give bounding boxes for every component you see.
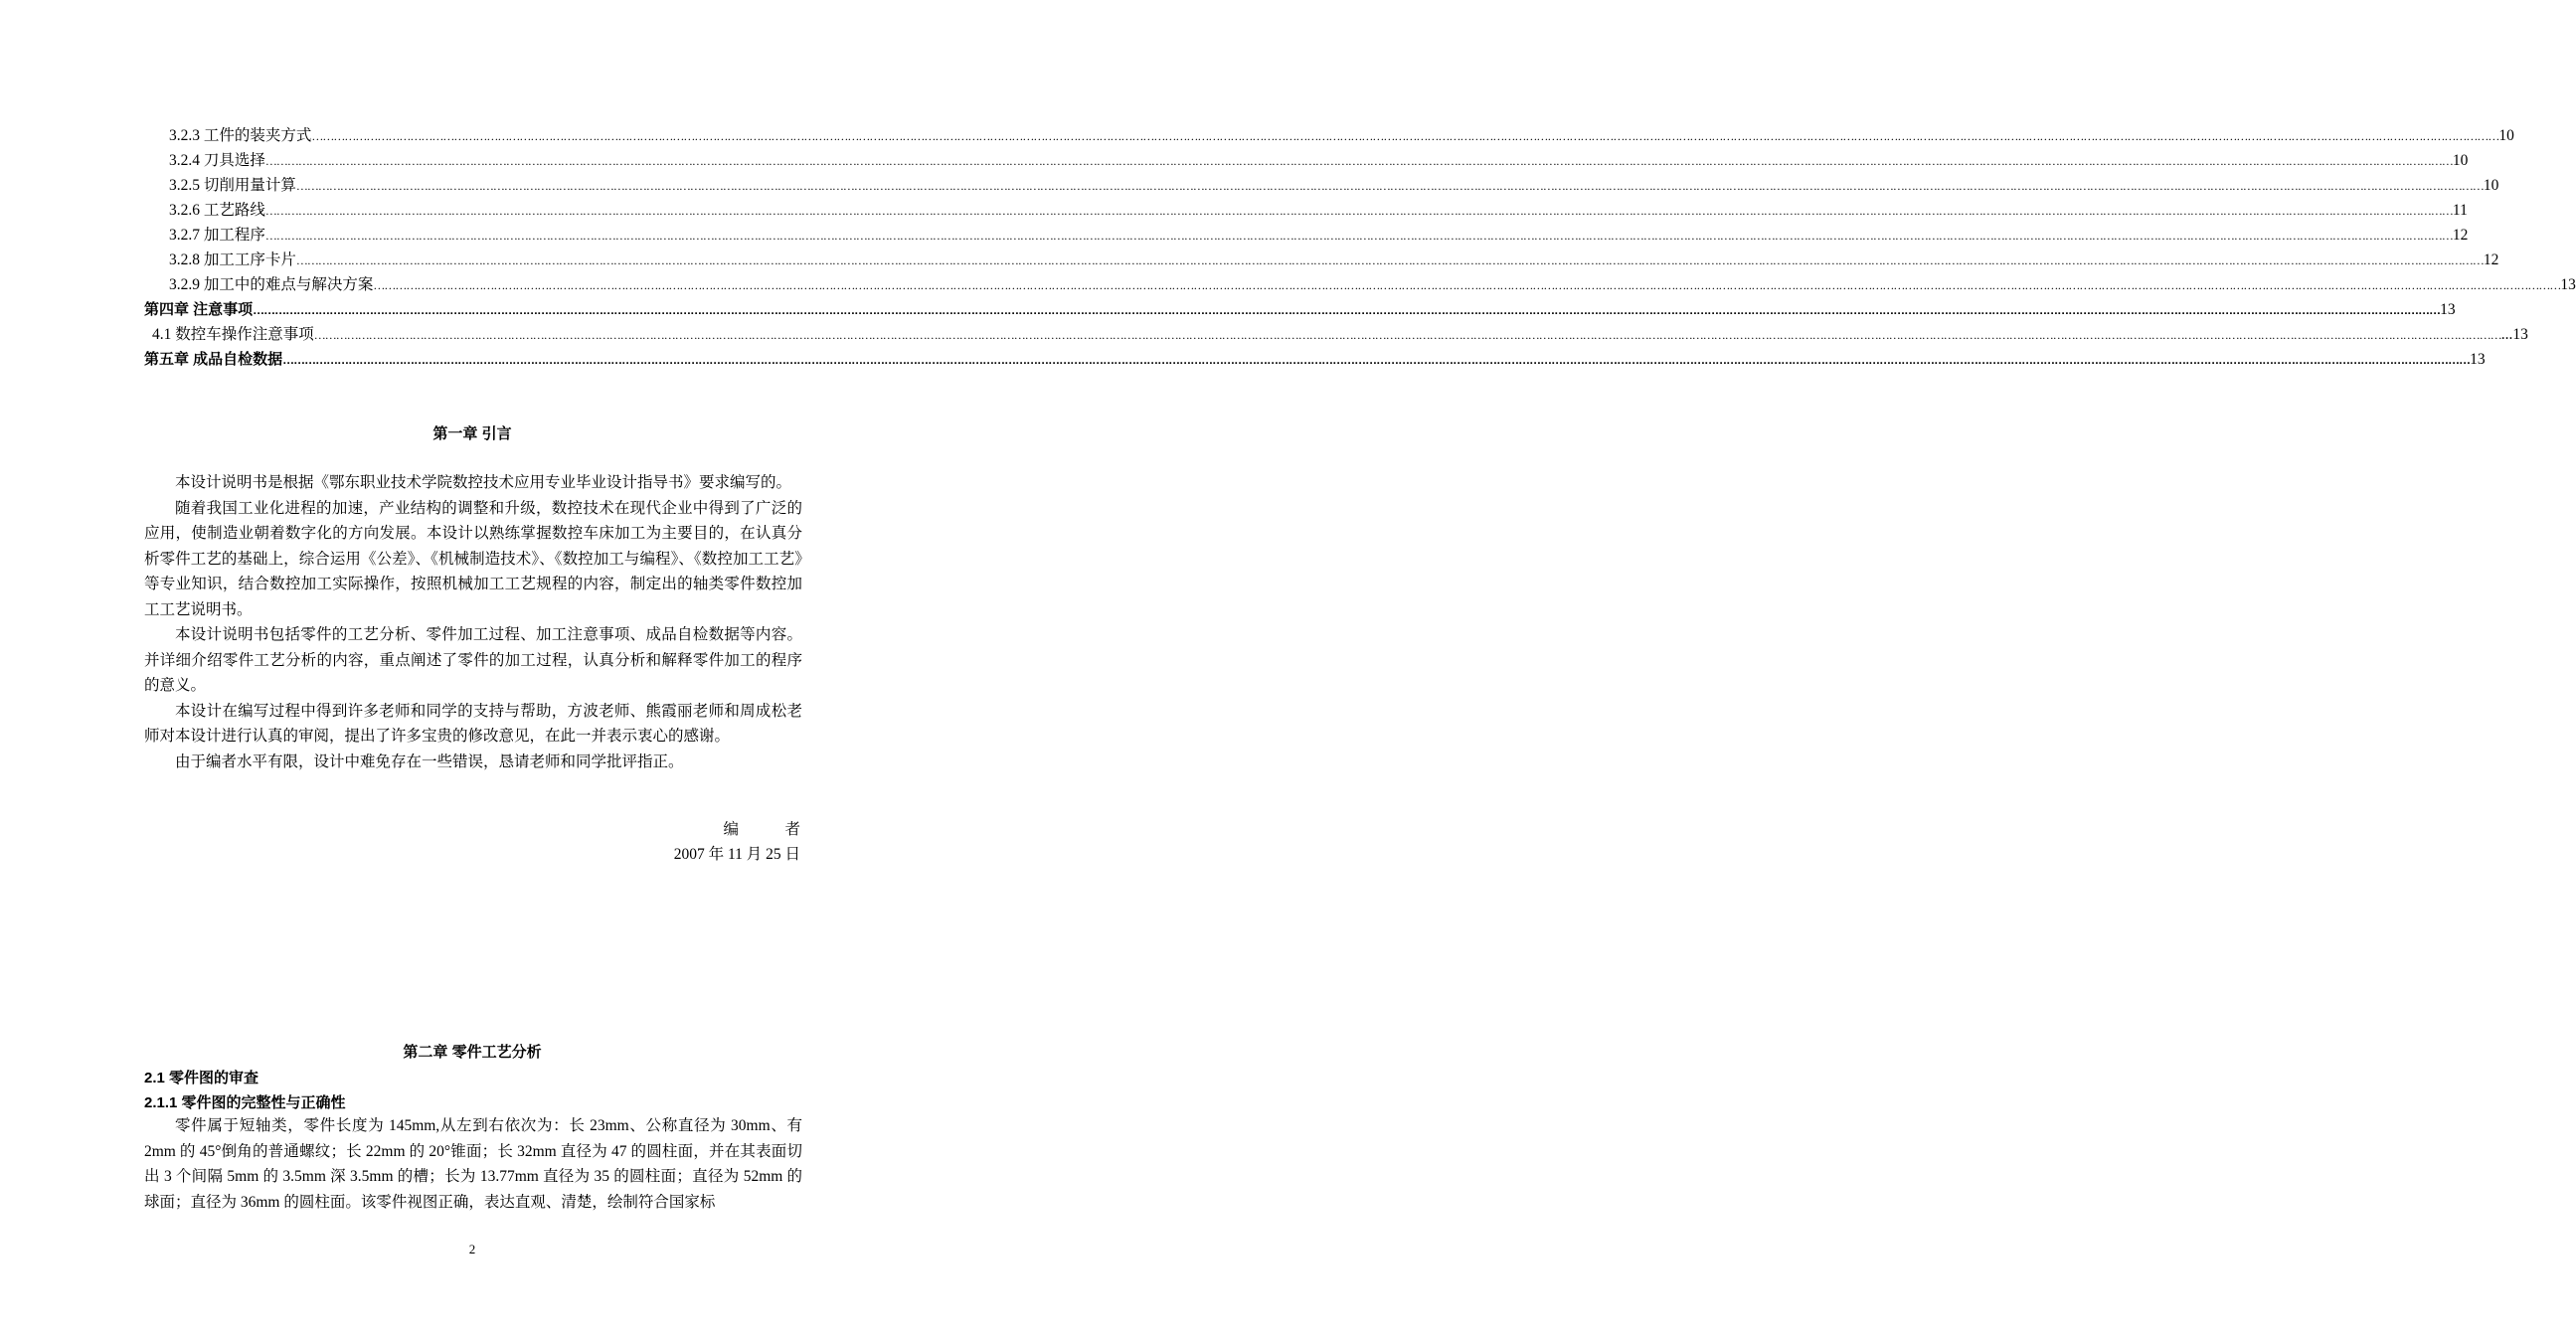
toc-leader-dots: …………………………………………………………………………………………………………………………………………………………………………………………………………………………………………………………………………………………………………………………………………………………………………………………………………………………………………………………………………………………………………………………………………………… — [253, 303, 2441, 317]
toc-entry-page: 12 — [2483, 251, 2499, 268]
toc-entry-page: ...13 — [2500, 326, 2528, 343]
chapter-2-body — [144, 1113, 802, 1215]
toc-entry — [144, 347, 2486, 372]
chapter-2-title: 第二章 零件工艺分析 — [403, 1044, 542, 1061]
toc-entry — [144, 198, 2468, 223]
toc-entry-label: 3.2.8 加工工序卡片 — [169, 251, 296, 268]
toc-entry-page: 10 — [2498, 127, 2514, 144]
toc-entry — [144, 248, 2499, 272]
toc-entry-label: 第五章 成品自检数据 — [144, 351, 283, 368]
subsection-heading: 2.1.1 零件图的完整性与正确性 — [144, 1094, 346, 1111]
toc-entry-page: 12 — [2452, 227, 2469, 244]
toc-entry — [144, 223, 2469, 248]
toc-entry-label: 3.2.3 工件的装夹方式 — [169, 127, 312, 144]
toc-leader-dots: …………………………………………………………………………………………………………………………………………………………………………………………………………………………………………………………………………………………………………………………………………………………………………………………………………………………………………………………………………………………………………………………………………………… — [295, 179, 2484, 193]
paragraph: 本设计说明书是根据《鄂东职业技术学院数控技术应用专业毕业设计指导书》要求编写的。 — [175, 474, 792, 491]
paragraph: 本设计在编写过程中得到许多老师和同学的支持与帮助，方波老师、熊霞丽老师和周成松老师对本设计进行认真的审阅，提出了许多宝贵的修改意见，在此一并表示衷心的感谢。 — [144, 702, 802, 745]
toc-entry-label: 3.2.5 切削用量计算 — [169, 177, 296, 194]
page-number: 2 — [468, 1242, 476, 1256]
signature-date: 2007 年 11 月 25 日 — [673, 846, 800, 863]
toc-leader-dots: …………………………………………………………………………………………………………………………………………………………………………………………………………………………………………………………………………………………………………………………………………………………………………………………………………………………………………………………………………………………………………………………………………………… — [313, 328, 2501, 342]
toc-entry — [144, 272, 2576, 297]
toc-leader-dots: …………………………………………………………………………………………………………………………………………………………………………………………………………………………………………………………………………………………………………………………………………………………………………………………………………………………………………………………………………………………………………………………………………………… — [264, 154, 2453, 168]
toc-leader-dots: …………………………………………………………………………………………………………………………………………………………………………………………………………………………………………………………………………………………………………………………………………………………………………………………………………………………………………………………………………………………………………………………………………………… — [373, 278, 2561, 292]
toc-entry-label: 3.2.9 加工中的难点与解决方案 — [169, 276, 374, 293]
section-heading: 2.1 零件图的审查 — [144, 1070, 259, 1086]
chapter-1-title: 第一章 引言 — [432, 425, 512, 442]
toc-entry-label: 3.2.6 工艺路线 — [169, 202, 265, 219]
paragraph: 由于编者水平有限，设计中难免存在一些错误，恳请老师和同学批评指正。 — [175, 752, 684, 770]
toc-entry-label: 第四章 注意事项 — [144, 301, 254, 318]
author-signature: 编 者 — [723, 821, 800, 838]
toc-leader-dots: …………………………………………………………………………………………………………………………………………………………………………………………………………………………………………………………………………………………………………………………………………………………………………………………………………………………………………………………………………………………………………………………………………………… — [295, 253, 2484, 267]
toc-leader-dots: …………………………………………………………………………………………………………………………………………………………………………………………………………………………………………………………………………………………………………………………………………………………………………………………………………………………………………………………………………………………………………………………………………………… — [282, 353, 2471, 367]
toc-entry — [144, 123, 2514, 148]
toc-entry — [144, 297, 2456, 322]
toc-entry-page: 13 — [2440, 301, 2456, 318]
paragraph: 随着我国工业化进程的加速，产业结构的调整和升级，数控技术在现代企业中得到了广泛的应用，使制造业朝着数字化的方向发展。本设计以熟练掌握数控车床加工为主要目的，在认真分析零件工艺的基础上，综合运用《公差》、《机械制造技术》、《数控加工与编程》、《数控加工工艺》等专业知识，结合数控加工实际操作，按照机械加工工艺规程的内容，制定出的轴类零件数控加工工艺说明书。 — [144, 499, 802, 618]
toc-entry-page: 13 — [2560, 276, 2576, 293]
toc-entry-label: 3.2.4 刀具选择 — [169, 152, 265, 169]
toc-entry-page: 11 — [2452, 202, 2468, 219]
table-of-contents — [144, 123, 2576, 372]
paragraph: 本设计说明书包括零件的工艺分析、零件加工过程、加工注意事项、成品自检数据等内容。并详细介绍零件工艺分析的内容，重点阐述了零件的加工过程，认真分析和解释零件加工的程序的意义。 — [144, 626, 802, 694]
toc-entry — [144, 322, 2528, 347]
toc-entry — [144, 173, 2499, 198]
toc-leader-dots: …………………………………………………………………………………………………………………………………………………………………………………………………………………………………………………………………………………………………………………………………………………………………………………………………………………………………………………………………………………………………………………………………………………… — [264, 229, 2453, 243]
paragraph: 零件属于短轴类，零件长度为 145mm,从左到右依次为：长 23mm、公称直径为 30mm、有 2mm 的 45°倒角的普通螺纹；长 22mm 的 20°锥面；长 32mm 直径为 47 的圆柱面，并在其表面切出 3 个间隔 5mm 的 3.5mm 深 3.5mm 的槽；长为 13.77mm 直径为 35 的圆柱面；直径为 52mm 的球面；直径为 36mm 的圆柱面。该零件视图正确，表达直观、清楚，绘制符合国家标 — [144, 1117, 802, 1211]
toc-entry-label: 3.2.7 加工程序 — [169, 227, 265, 244]
toc-entry-page: 13 — [2470, 351, 2486, 368]
chapter-1-body — [144, 470, 802, 774]
toc-leader-dots: …………………………………………………………………………………………………………………………………………………………………………………………………………………………………………………………………………………………………………………………………………………………………………………………………………………………………………………………………………………………………………………………………………………… — [311, 129, 2499, 143]
toc-entry-page: 10 — [2483, 177, 2499, 194]
toc-entry-page: 10 — [2452, 152, 2469, 169]
toc-entry — [144, 148, 2469, 173]
toc-entry-label: 4.1 数控车操作注意事项 — [152, 326, 314, 343]
toc-leader-dots: …………………………………………………………………………………………………………………………………………………………………………………………………………………………………………………………………………………………………………………………………………………………………………………………………………………………………………………………………………………………………………………………………………………… — [264, 204, 2453, 218]
